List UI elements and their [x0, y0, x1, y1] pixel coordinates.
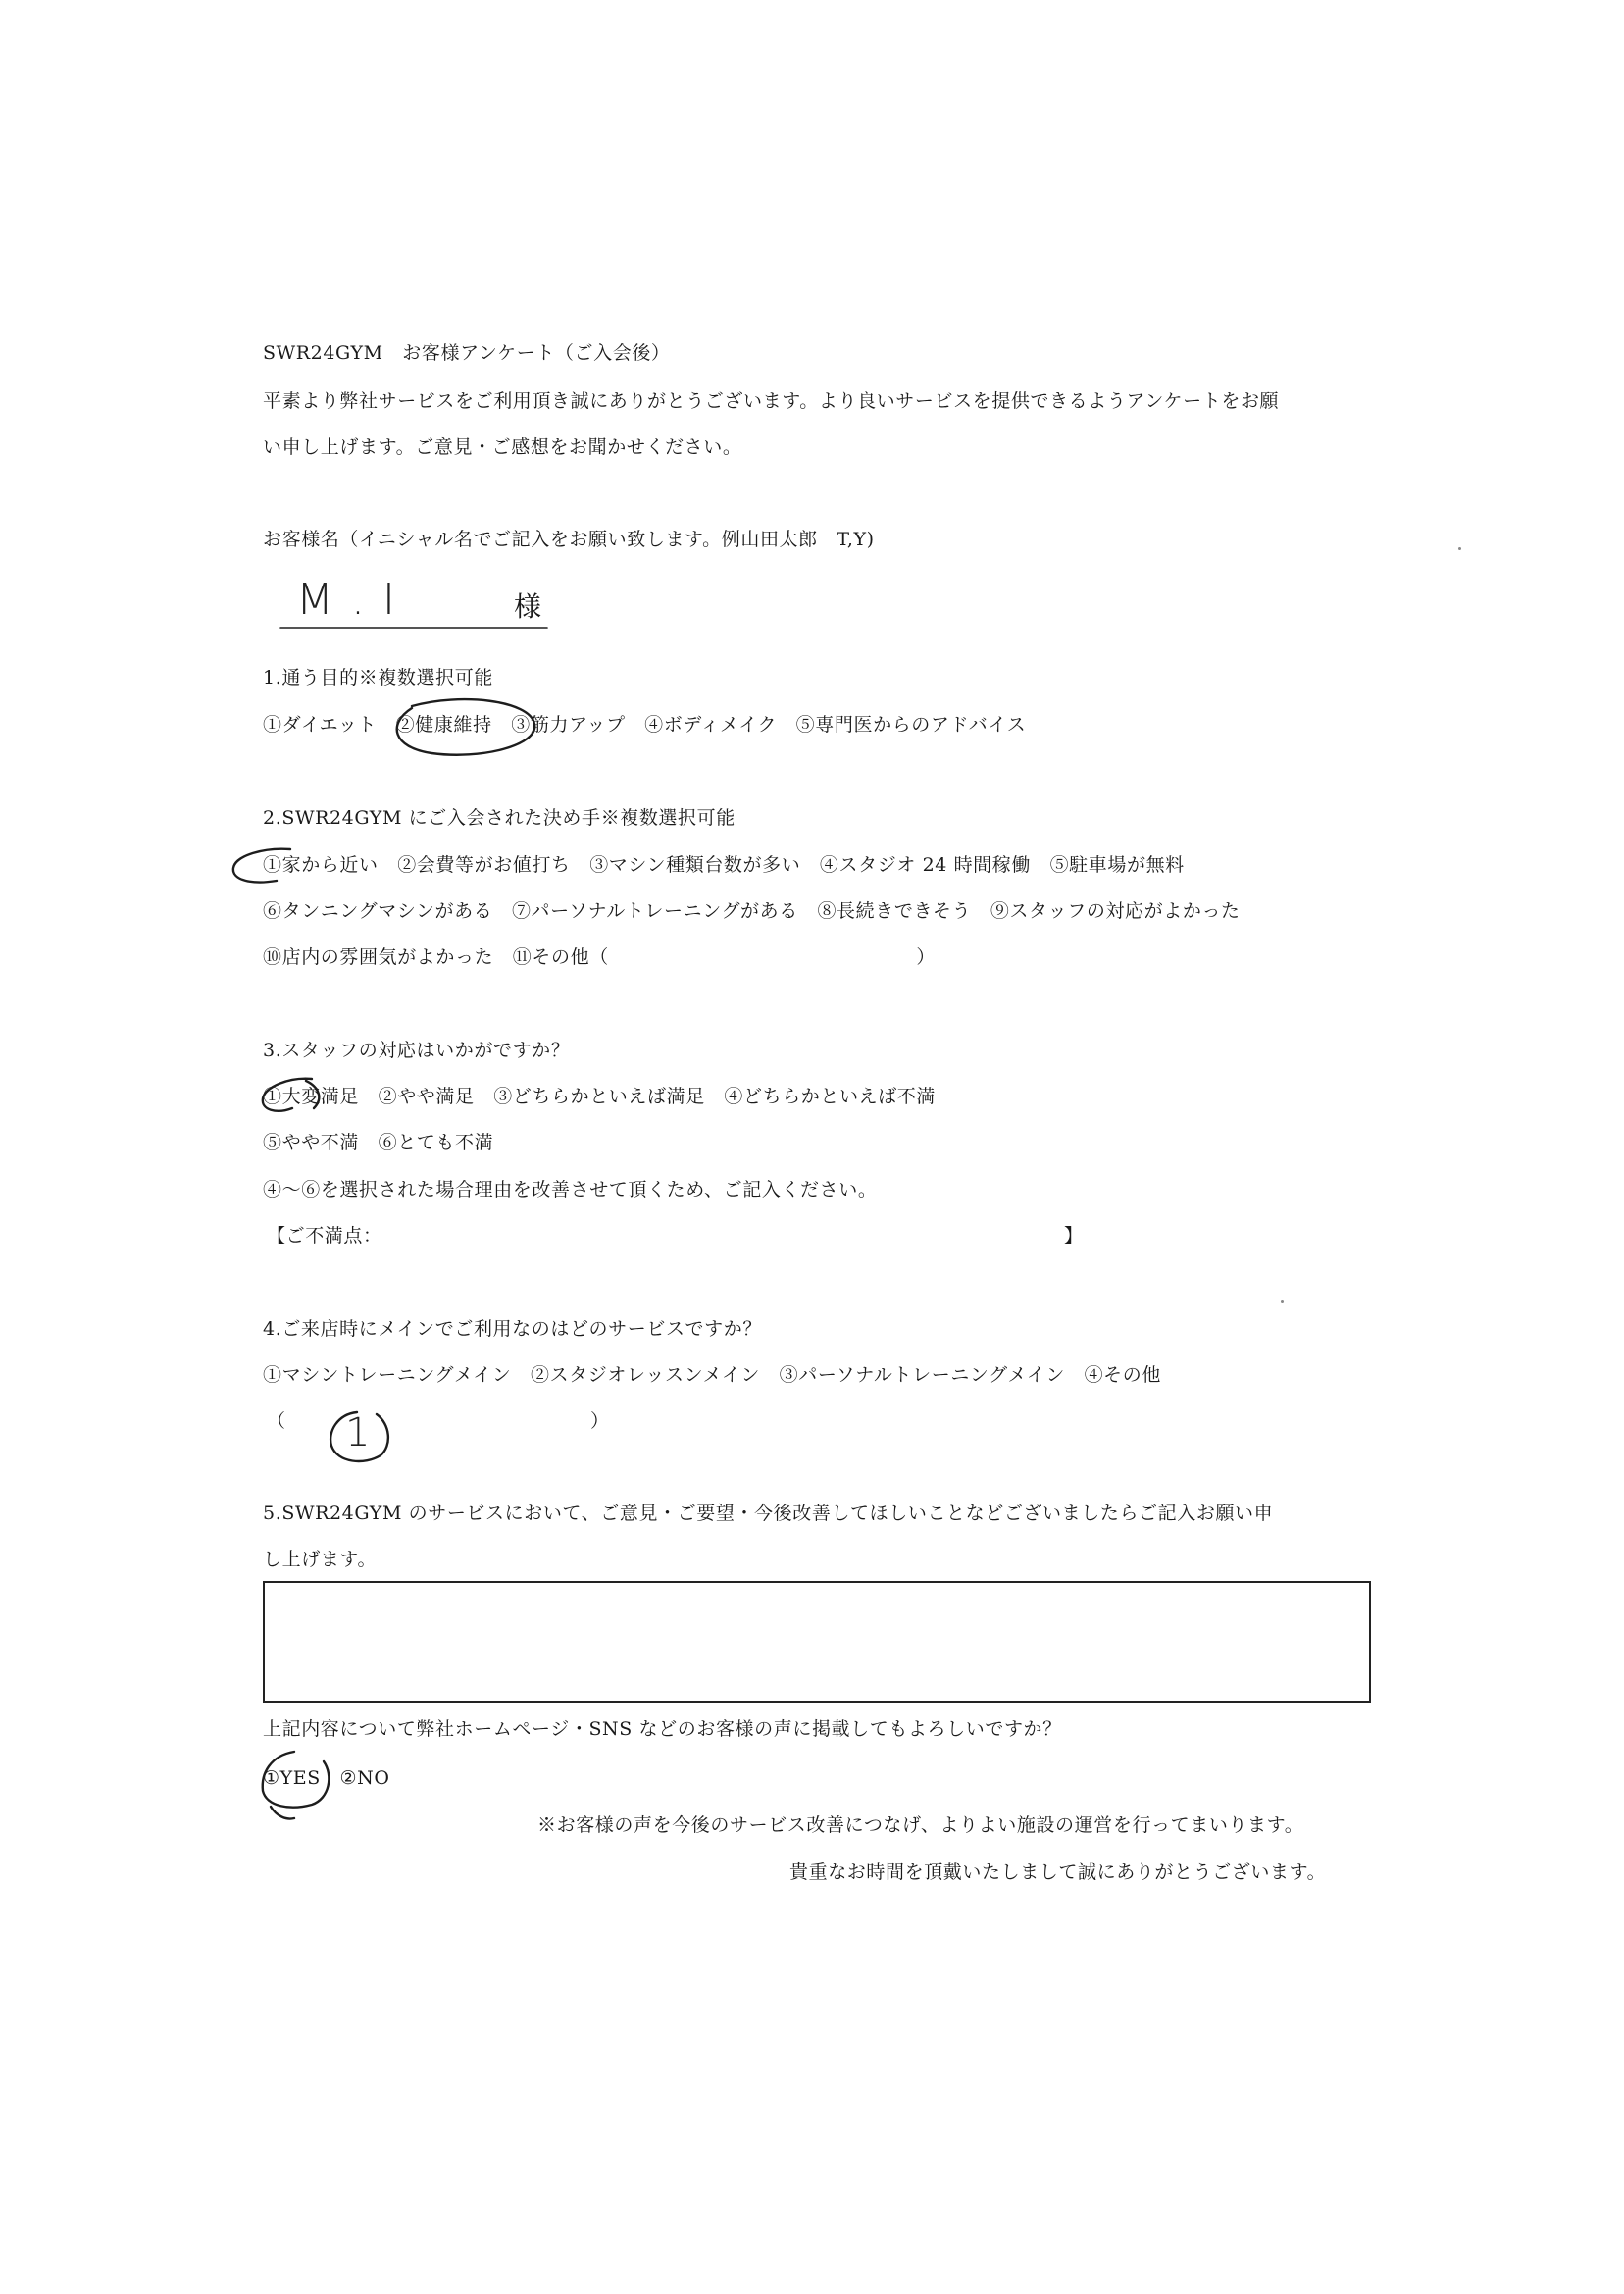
scan-speck	[1281, 1300, 1284, 1303]
q4-options: ①マシントレーニングメイン ②スタジオレッスンメイン ③パーソナルトレーニングメイン ④その他	[263, 1364, 1161, 1386]
q4-heading: 4.ご来店時にメインでご利用なのはどのサービスですか？	[263, 1318, 762, 1340]
q2-options-line-3: ⑩店内の雰囲気がよかった ⑪その他（ ）	[263, 946, 937, 968]
scan-speck	[1458, 547, 1461, 550]
q3-instruction: ④～⑥を選択された場合理由を改善させて頂くため、ご記入ください。	[263, 1179, 878, 1200]
q3-options-line-2: ⑤やや不満 ⑥とても不満	[263, 1132, 494, 1153]
q2-options-line-2: ⑥タンニングマシンがある ⑦パーソナルトレーニングがある ⑧長続きできそう ⑨スタッフの対応がよかった	[263, 900, 1241, 922]
intro-line-1: 平素より弊社サービスをご利用頂き誠にありがとうございます。より良いサービスを提供できるようアンケートをお願	[263, 390, 1280, 412]
consent-options: ①YES ②NO	[263, 1767, 390, 1789]
handwritten-customer-name: M.I	[296, 575, 413, 625]
handwritten-q4-answer: 1	[345, 1410, 371, 1455]
intro-line-2: い申し上げます。ご意見・ご感想をお聞かせください。	[263, 436, 742, 458]
q4-paren-open: （	[267, 1410, 286, 1432]
q5-line-1: 5.SWR24GYM のサービスにおいて、ご意見・ご要望・今後改善してほしいことなどございましたらご記入お願い申	[263, 1503, 1274, 1524]
q5-line-2: し上げます。	[263, 1549, 378, 1570]
q3-complaint-close: 】	[1064, 1225, 1084, 1247]
q4-paren-close: ）	[590, 1410, 610, 1432]
q5-answer-box[interactable]	[263, 1581, 1371, 1703]
q2-options-line-1: ①家から近い ②会費等がお値打ち ③マシン種類台数が多い ④スタジオ 24 時間稼働 ⑤駐車場が無料	[263, 854, 1185, 876]
q1-options: ①ダイエット ②健康維持 ③筋力アップ ④ボディメイク ⑤専門医からのアドバイス	[263, 714, 1027, 736]
footer-note: ※お客様の声を今後のサービス改善につなげ、よりよい施設の運営を行ってまいります。	[537, 1814, 1304, 1836]
q3-heading: 3.スタッフの対応はいかがですか？	[263, 1040, 571, 1061]
footer-thanks: 貴重なお時間を頂戴いたしまして誠にありがとうございます。	[789, 1861, 1327, 1883]
customer-label: お客様名（イニシャル名でご記入をお願い致します。例山田太郎 T,Y)	[263, 529, 875, 550]
q1-heading: 1.通う目的※複数選択可能	[263, 667, 493, 688]
q2-heading: 2.SWR24GYM にご入会された決め手※複数選択可能	[263, 807, 736, 829]
q3-complaint-open: 【ご不満点：	[267, 1225, 382, 1247]
consent-question: 上記内容について弊社ホームページ・SNS などのお客様の声に掲載してもよろしいですか？	[263, 1718, 1062, 1740]
customer-honorific: 様	[514, 590, 542, 623]
q3-options-line-1: ①大変満足 ②やや満足 ③どちらかといえば満足 ④どちらかといえば不満	[263, 1086, 937, 1107]
survey-title: SWR24GYM お客様アンケート（ご入会後）	[263, 342, 671, 364]
